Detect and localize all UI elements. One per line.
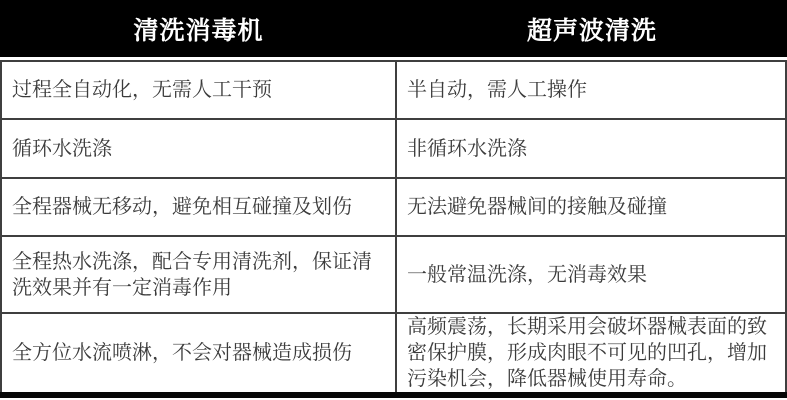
cell-washer-disinfector: 循环水洗涤 [2,120,397,177]
cell-washer-disinfector: 全程热水洗涤，配合专用清洗剂，保证清洗效果并有一定消毒作用 [2,237,397,312]
cell-ultrasonic-cleaning: 高频震荡，长期采用会破坏器械表面的致密保护膜，形成肉眼不可见的凹孔，增加污染机会，降低器械使用寿命。 [407,316,767,390]
table-row [2,179,785,237]
table-header-row [0,0,787,57]
cell-ultrasonic-cleaning: 非循环水洗涤 [407,137,527,160]
table-row [2,237,785,314]
cell-washer-disinfector: 全程器械无移动，避免相互碰撞及划伤 [2,179,397,235]
column-header-washer-disinfector: 清洗消毒机 [133,16,264,45]
cell-ultrasonic-cleaning: 一般常温洗涤，无消毒效果 [407,263,647,286]
table-body [0,60,787,392]
cell-washer-disinfector: 过程全自动化，无需人工干预 [2,62,397,118]
column-header-ultrasonic-cleaning: 超声波清洗 [526,16,657,45]
table-row [2,314,785,392]
table-bottom-border [0,392,787,398]
cell-ultrasonic-cleaning: 无法避免器械间的接触及碰撞 [407,196,667,218]
cell-washer-disinfector: 全方位水流喷淋，不会对器械造成损伤 [2,314,397,392]
cell-ultrasonic-cleaning: 半自动，需人工操作 [407,79,587,101]
table-row [2,62,785,120]
table-row [2,120,785,179]
